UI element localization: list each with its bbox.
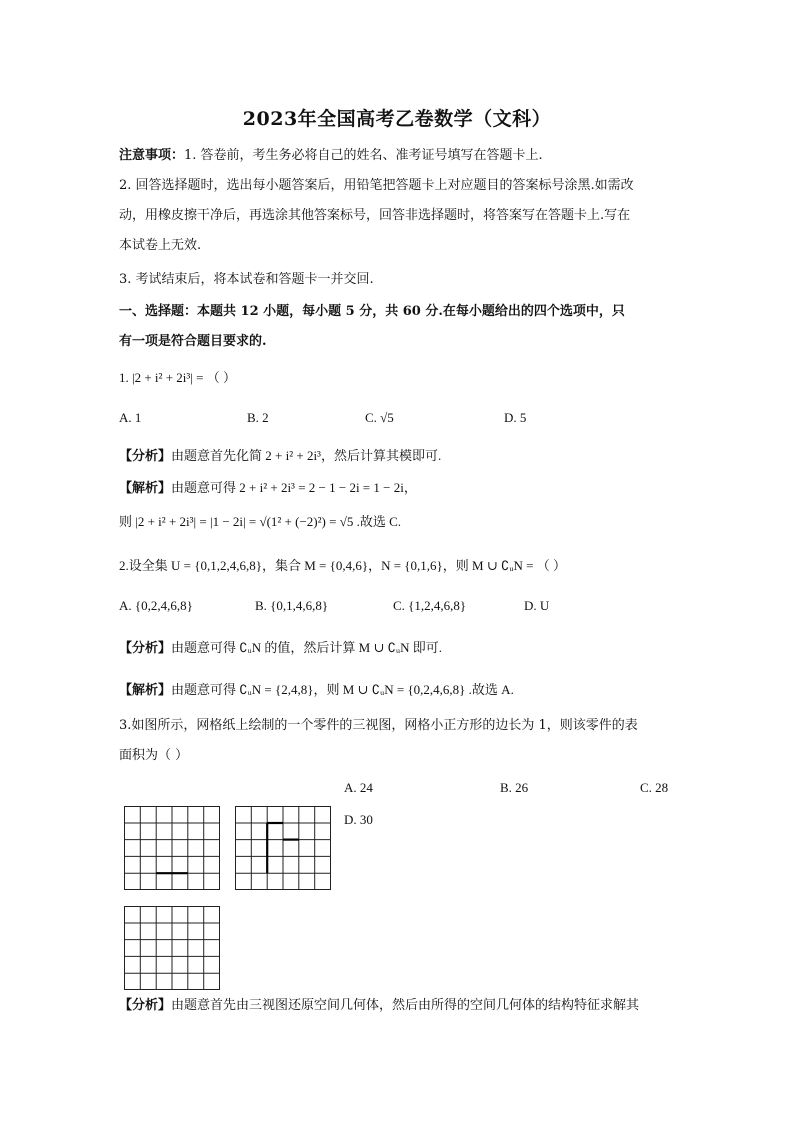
front-view-grid [124, 806, 220, 890]
q3-stem-line-1: 3.如图所示，网格纸上绘制的一个零件的三视图，网格小正方形的边长为 1，则该零件的表 [119, 718, 638, 733]
q2-analysis-label: 【分析】 [119, 641, 172, 656]
q1-option-d: D. 5 [504, 410, 527, 425]
q1-solution-label: 【解析】 [119, 481, 172, 496]
q3-option-b: B. 26 [500, 780, 529, 795]
top-view-grid [124, 906, 220, 990]
side-view-grid [235, 806, 331, 890]
notice-item-2-line-3: 本试卷上无效. [119, 238, 202, 253]
q2-solution-label: 【解析】 [119, 683, 172, 698]
q1-option-a: A. 1 [119, 410, 142, 425]
section-heading-line-2: 有一项是符合题目要求的. [119, 334, 267, 349]
notice-text-1: 1. 答卷前，考生务必将自己的姓名、准考证号填写在答题卡上. [184, 148, 543, 163]
q2-option-b: B. {0,1,4,6,8} [255, 598, 329, 613]
notice-label: 注意事项： [119, 148, 185, 163]
q1-analysis-label: 【分析】 [119, 449, 172, 464]
q3-analysis [119, 996, 679, 1016]
q1-analysis-text: 由题意首先化简 2 + i² + 2i³，然后计算其模即可. [171, 448, 442, 463]
q2-analysis [119, 638, 679, 659]
notice-item-2-line-2: 动，用橡皮擦干净后，再选涂其他答案标号，回答非选择题时，将答案写在答题卡上.写在 [119, 208, 631, 223]
notice-item-3: 3. 考试结束后，将本试卷和答题卡一并交回. [119, 272, 374, 287]
q1-solution [119, 478, 679, 499]
q3-analysis-label: 【分析】 [119, 998, 172, 1013]
q3-analysis-text: 由题意首先由三视图还原空间几何体，然后由所得的空间几何体的结构特征求解其 [171, 998, 640, 1013]
q2-option-d: D. U [524, 598, 550, 613]
q2-option-a: A. {0,2,4,6,8} [119, 598, 193, 613]
q3-option-d: D. 30 [344, 812, 373, 827]
notice-item-2-line-1: 2. 回答选择题时，选出每小题答案后，用铅笔把答题卡上对应题目的答案标号涂黑.如需改 [119, 178, 634, 193]
q2-solution-text: 由题意可得 ∁ᵤN = {2,4,8}，则 M ∪ ∁ᵤN = {0,2,4,6,8} .故选 A. [171, 682, 514, 697]
q3-stem-line-2: 面积为（ ） [119, 748, 189, 763]
q2-stem: 2.设全集 U = {0,1,2,4,6,8}，集合 M = {0,4,6}，N = {0,1,6}，则 M ∪ ∁ᵤN = （ ） [119, 558, 566, 573]
q1-analysis [119, 446, 679, 467]
q3-option-a: A. 24 [344, 780, 373, 795]
q1-stem: 1. |2 + i² + 2i³| = （ ） [119, 370, 236, 385]
q1-solution-line-2: 则 |2 + i² + 2i³| = |1 − 2i| = √(1² + (−2)²) = √5 .故选 C. [119, 514, 401, 529]
q1-solution-text: 由题意可得 2 + i² + 2i³ = 2 − 1 − 2i = 1 − 2i， [171, 480, 417, 495]
section-heading-line-1: 一、选择题：本题共 12 小题，每小题 5 分，共 60 分.在每小题给出的四个选项中，只 [119, 304, 625, 319]
q2-option-c: C. {1,2,4,6,8} [393, 598, 467, 613]
q2-analysis-text: 由题意可得 ∁ᵤN 的值，然后计算 M ∪ ∁ᵤN 即可. [171, 640, 443, 655]
q1-option-b: B. 2 [247, 410, 269, 425]
notice-item-1 [119, 146, 679, 166]
q2-solution [119, 680, 679, 701]
page-title: 2023年全国高考乙卷数学（文科） [242, 108, 552, 130]
q1-option-c: C. √5 [365, 410, 394, 425]
q3-option-c: C. 28 [640, 780, 669, 795]
